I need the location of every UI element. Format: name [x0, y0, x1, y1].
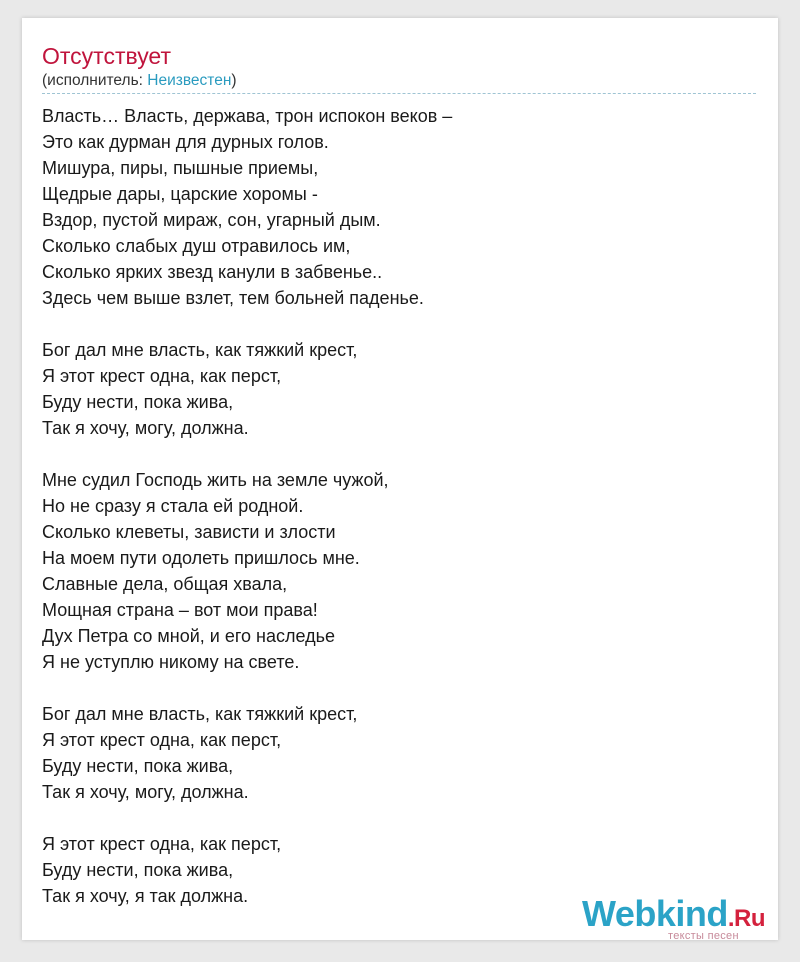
lyric-line: Бог дал мне власть, как тяжкий крест, — [42, 704, 358, 724]
lyric-line: Здесь чем выше взлет, тем больней паденье. — [42, 288, 424, 308]
lyric-line: Буду нести, пока жива, — [42, 392, 234, 412]
logo-name: Webkind — [582, 893, 728, 934]
lyric-line: Так я хочу, могу, должна. — [42, 418, 249, 438]
byline-suffix: ) — [231, 72, 237, 89]
artist-byline — [42, 72, 237, 90]
artist-link[interactable]: Неизвестен — [147, 72, 232, 89]
lyric-line: Сколько ярких звезд канули в забвенье.. — [42, 262, 383, 282]
stanza — [42, 701, 742, 805]
stanza — [42, 337, 742, 441]
lyric-line: Мишура, пиры, пышные приемы, — [42, 158, 319, 178]
song-title: Отсутствует — [42, 43, 171, 69]
lyric-line: Буду нести, пока жива, — [42, 756, 234, 776]
lyric-line: Это как дурман для дурных голов. — [42, 132, 329, 152]
webkind-logo[interactable] — [582, 894, 782, 944]
lyric-line: Сколько клеветы, зависти и злости — [42, 522, 336, 542]
lyric-line: Щедрые дары, царские хоромы - — [42, 184, 318, 204]
lyric-line: Я этот крест одна, как перст, — [42, 834, 282, 854]
stanza — [42, 103, 742, 311]
lyric-line: Так я хочу, могу, должна. — [42, 782, 249, 802]
lyrics-card — [22, 18, 778, 940]
lyrics-text — [42, 103, 742, 935]
lyric-line: Но не сразу я стала ей родной. — [42, 496, 304, 516]
lyric-line: На моем пути одолеть пришлось мне. — [42, 548, 360, 568]
byline-prefix: (исполнитель: — [42, 72, 148, 89]
logo-tld: .Ru — [727, 905, 766, 932]
lyric-line: Я не уступлю никому на свете. — [42, 652, 300, 672]
lyric-line: Власть… Власть, держава, трон испокон веков – — [42, 106, 453, 126]
lyric-line: Сколько слабых душ отравилось им, — [42, 236, 351, 256]
lyric-line: Вздор, пустой мираж, сон, угарный дым. — [42, 210, 381, 230]
stanza — [42, 467, 742, 675]
lyric-line: Мне судил Господь жить на земле чужой, — [42, 470, 389, 490]
lyric-line: Буду нести, пока жива, — [42, 860, 234, 880]
lyric-line: Я этот крест одна, как перст, — [42, 366, 282, 386]
lyric-line: Я этот крест одна, как перст, — [42, 730, 282, 750]
lyric-line: Мощная страна – вот мои права! — [42, 600, 318, 620]
lyric-line: Так я хочу, я так должна. — [42, 886, 249, 906]
logo-tagline: тексты песен — [668, 930, 739, 942]
lyric-line: Славные дела, общая хвала, — [42, 574, 288, 594]
lyric-line: Дух Петра со мной, и его наследье — [42, 626, 336, 646]
lyric-line: Бог дал мне власть, как тяжкий крест, — [42, 340, 358, 360]
title-divider — [42, 93, 756, 94]
